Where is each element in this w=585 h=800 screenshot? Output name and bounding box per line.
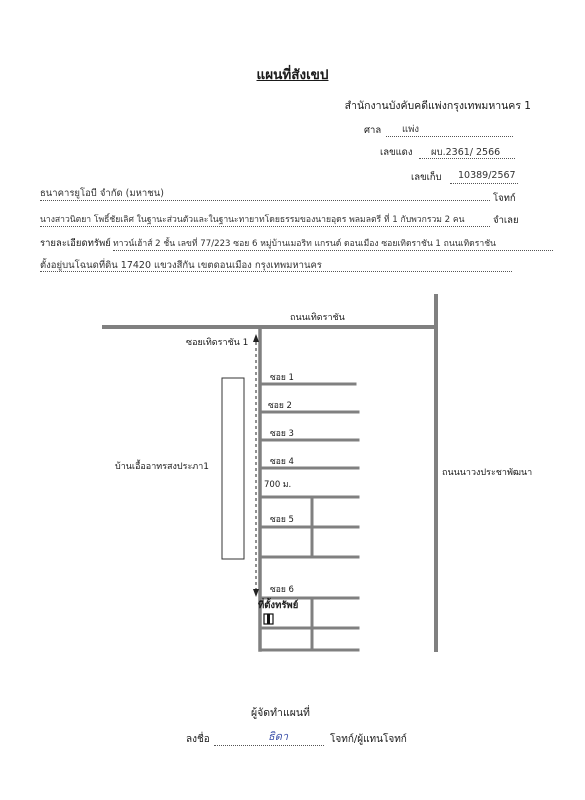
road-right-label: ถนนนาวงประชาพัฒนา — [442, 468, 533, 478]
property-label: รายละเอียดทรัพย์ — [40, 238, 111, 249]
sign-label: ลงชื่อ — [186, 734, 210, 745]
soi-6-label: ซอย 6 — [270, 585, 294, 595]
distance-label: 700 ม. — [264, 480, 292, 490]
property-line-1: ทาวน์เฮ้าส์ 2 ชั้น เลขที่ 77/223 ซอย 6 หมู่บ้านเมอริท แกรนด์ ดอนเมือง ซอยเทิดราชัน 1 ถนนเทิดราชัน — [113, 239, 496, 249]
soi-5-label: ซอย 5 — [270, 515, 294, 525]
defendant-label: จำเลย — [493, 215, 519, 226]
court-label: ศาล — [364, 125, 382, 136]
court-value: แพ่ง — [402, 124, 420, 135]
document-title: แผนที่สังเขป — [256, 67, 329, 83]
plaintiff-value: ธนาคารยูโอบี จำกัด (มหาชน) — [40, 188, 164, 199]
route-arrow-up-icon — [253, 334, 259, 342]
mapper-label: ผู้จัดทำแผนที่ — [251, 707, 310, 719]
sign-role: โจทก์/ผู้แทนโจทก์ — [330, 734, 407, 745]
property-marker-fill — [267, 614, 270, 624]
soi-4-label: ซอย 4 — [270, 457, 294, 467]
landmark-block — [222, 378, 244, 559]
signature: ธิดา — [268, 730, 289, 743]
file-number: 10389/2567 — [458, 170, 516, 181]
landmark-label: บ้านเอื้ออาทรสงประภา1 — [115, 462, 210, 472]
red-case-number: ผบ.2361/ 2566 — [431, 147, 501, 158]
soi-3-label: ซอย 3 — [270, 429, 294, 439]
soi-2-label: ซอย 2 — [268, 401, 292, 411]
soi-main-label: ซอยเทิดราชัน 1 — [186, 338, 249, 348]
sign-dots — [214, 745, 324, 746]
defendant-value: นางสาวนิตยา โพธิ์ชัยเลิศ ในฐานะส่วนตัวและในฐานะทายาทโดยธรรมของนายอุดร พลมลตรี ที่ 1 กับพวกรวม 2 คน — [40, 215, 465, 225]
office-name: สำนักงานบังคับคดีแพ่งกรุงเทพมหานคร 1 — [344, 100, 531, 112]
property-location-label: ที่ตั้งทรัพย์ — [258, 600, 299, 611]
property-line-2: ตั้งอยู่บนโฉนดที่ดิน 17420 แขวงสีกัน เขตดอนเมือง กรุงเทพมหานคร — [40, 260, 322, 271]
route-arrow-down-icon — [253, 589, 259, 597]
file-label: เลขเก็บ — [411, 172, 442, 183]
soi-1-label: ซอย 1 — [270, 373, 294, 383]
plaintiff-label: โจทก์ — [493, 193, 516, 204]
red-case-label: เลขแดง — [380, 147, 413, 158]
road-top-label: ถนนเทิดราชัน — [290, 313, 345, 323]
